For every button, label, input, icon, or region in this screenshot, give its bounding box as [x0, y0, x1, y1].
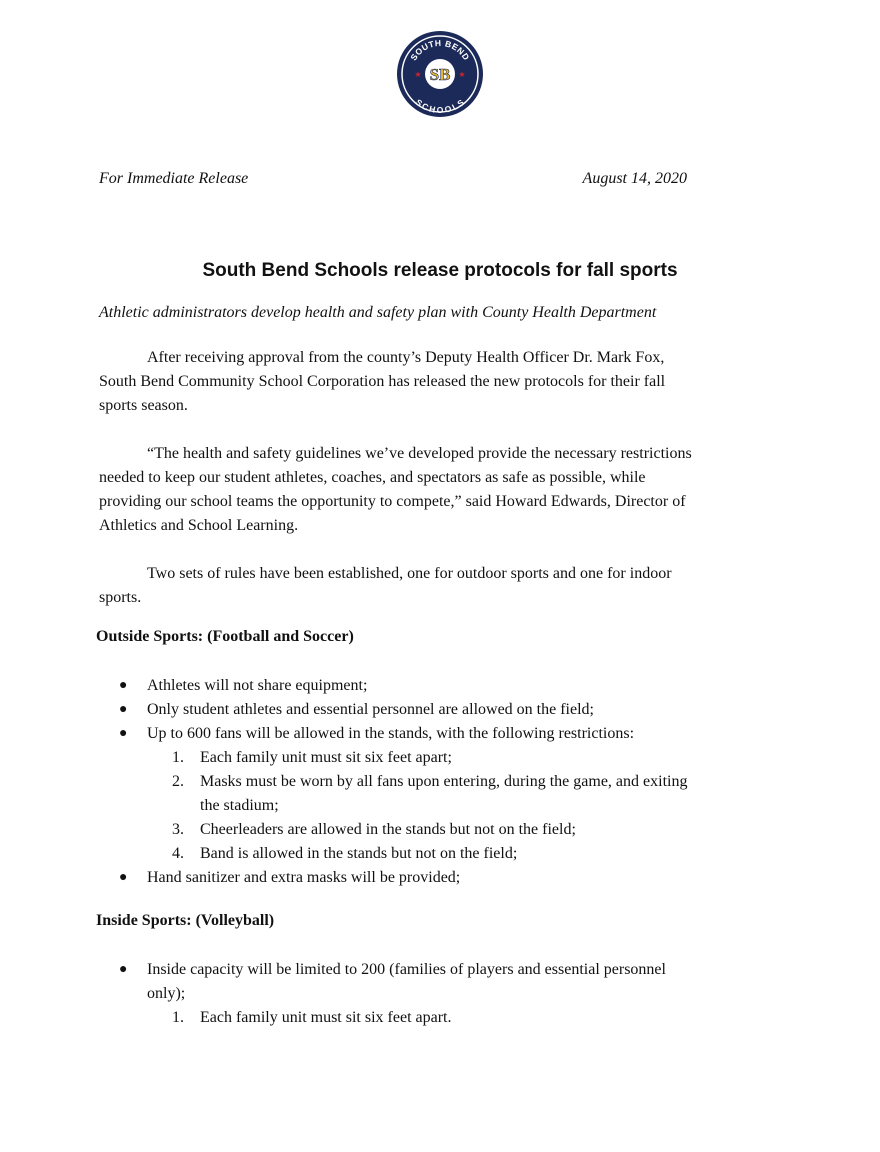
restrictions-list: [0, 746, 880, 866]
inside-sports-heading: Inside Sports: (Volleyball): [96, 912, 275, 929]
outside-sports-heading: Outside Sports: (Football and Soccer): [96, 628, 354, 645]
numbered-item: 2. Masks must be worn by all fans upon entering, during the game, and exiting the stadium;: [172, 773, 688, 814]
numbered-item: 3. Cheerleaders are allowed in the stands but not on the field;: [172, 821, 576, 838]
bullet-icon: ●: [119, 870, 128, 885]
list-item: ● Hand sanitizer and extra masks will be provided;: [0, 866, 707, 890]
school-logo: [396, 30, 484, 118]
restrictions-list: [0, 1006, 880, 1030]
list-item: ● Inside capacity will be limited to 200 (families of players and essential personnel only);: [0, 958, 707, 1006]
bullet-icon: ●: [119, 726, 128, 741]
outside-sports-list: [0, 674, 880, 890]
inside-sports-list: [0, 958, 880, 1030]
release-date: August 14, 2020: [582, 170, 687, 187]
star-icon: ★: [414, 70, 422, 79]
release-label: For Immediate Release: [99, 170, 249, 187]
paragraph: Two sets of rules have been established, one for outdoor sports and one for indoor sports.: [99, 565, 672, 606]
bullet-icon: ●: [119, 678, 128, 693]
numbered-item: 4. Band is allowed in the stands but not on the field;: [172, 845, 518, 862]
star-icon: ★: [458, 70, 466, 79]
logo-text-bottom: SCHOOLS: [413, 97, 467, 116]
numbered-item: 1. Each family unit must sit six feet apart.: [172, 1009, 452, 1026]
list-item: ● Only student athletes and essential personnel are allowed on the field;: [0, 698, 707, 722]
release-line: [99, 168, 687, 190]
paragraph: “The health and safety guidelines we’ve developed provide the necessary restrictions needed to keep our student athletes, coaches, and spectators as safe as possible, while providing our school teams the opportunity to compete,” said Howard Edwards, Director of Athletics and School Learning.: [99, 445, 692, 534]
logo-monogram: SB: [429, 65, 451, 84]
bullet-icon: ●: [119, 702, 128, 717]
subheadline: Athletic administrators develop health and safety plan with County Health Department: [99, 304, 657, 321]
bullet-icon: ●: [119, 962, 128, 977]
page-title: South Bend Schools release protocols for fall sports: [202, 260, 678, 281]
numbered-item: 1. Each family unit must sit six feet apart;: [172, 749, 452, 766]
list-item: ● Up to 600 fans will be allowed in the stands, with the following restrictions:: [0, 722, 707, 746]
paragraph: After receiving approval from the county’s Deputy Health Officer Dr. Mark Fox, South Bend Community School Corporation has released the new protocols for their fall sports season.: [99, 349, 666, 414]
list-item: ● Athletes will not share equipment;: [0, 674, 707, 698]
logo-text-top: SOUTH BEND: [408, 37, 472, 63]
